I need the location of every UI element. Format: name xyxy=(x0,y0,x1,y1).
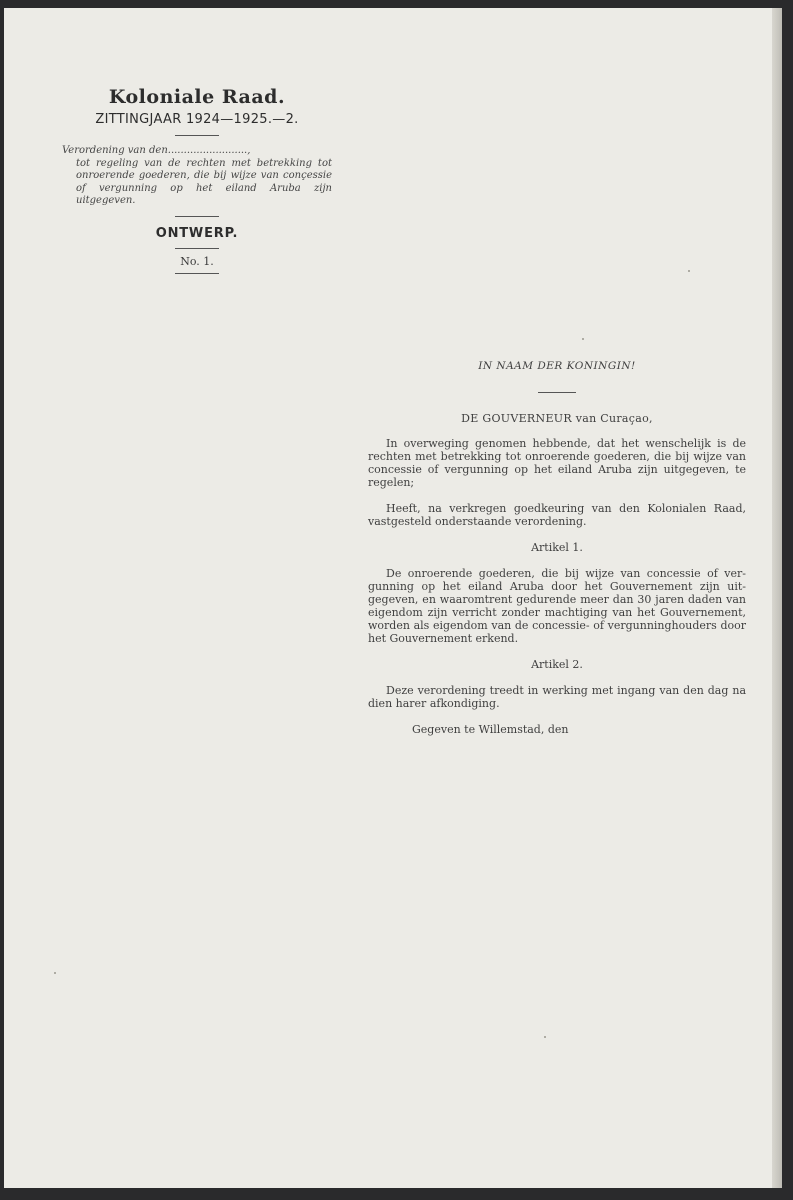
paper-speck xyxy=(688,270,690,272)
signature-line: Gegeven te Willemstad, den xyxy=(412,723,569,736)
document-page xyxy=(4,8,772,1188)
ordinance-title-first-line: Verordening van den........................., xyxy=(62,145,251,156)
article-2-text: Deze verordening treedt in werking met ingang van den dag na dien harer afkondiging. xyxy=(368,684,746,710)
divider xyxy=(175,273,219,274)
invocation: IN NAAM DER KONINGIN! xyxy=(478,360,636,372)
divider xyxy=(538,392,576,393)
draft-label: ONTWERP. xyxy=(155,225,239,241)
paper-speck xyxy=(582,338,584,340)
page-edge xyxy=(772,8,782,1188)
ordinance-title-rest: tot regeling van de rechten met betrekking tot onroerende goederen, die bij wijze van conçessie of vergunning op het eiland Aruba zijn uitgegeven. xyxy=(76,157,332,206)
divider xyxy=(175,135,219,136)
article-1-heading: Artikel 1. xyxy=(531,541,583,554)
ordinance-body xyxy=(368,360,746,736)
council-title: Koloniale Raad. xyxy=(108,86,286,108)
enactment-paragraph: Heeft, na verkregen goedkeuring van den Kolonialen Raad, vastgesteld onderstaande verordening. xyxy=(368,502,746,528)
governor-line: DE GOUVERNEUR van Curaçao, xyxy=(461,412,653,425)
divider xyxy=(175,216,219,217)
article-1-text: De onroerende goederen, die bij wijze van concessie of vergunning op het eiland Aruba door het Gouvernement zijn uitgegeven, en waaromtrent gedurende meer dan 30 jaren daden van eigendom zijn verricht zonder machtiging van het Gouvernement, worden als eigendom van de concessie- of vergunninghouders door het Gouvernement erkend. xyxy=(368,567,746,645)
session-year: ZITTINGJAAR 1924—1925.—2. xyxy=(95,112,299,127)
header-block xyxy=(62,86,332,283)
ordinance-title xyxy=(62,145,332,208)
document-number: No. 1. xyxy=(180,254,214,268)
paper-speck xyxy=(54,972,56,974)
scan-border xyxy=(782,8,793,1200)
paper-speck xyxy=(544,1036,546,1038)
considering-paragraph: In overweging genomen hebbende, dat het wenschelijk is de rechten met betrekking tot onroerende goederen, die bij wijze van concessie of vergunning op het eiland Aruba zijn uitgegeven, te regelen; xyxy=(368,437,746,489)
divider xyxy=(175,248,219,249)
article-2-heading: Artikel 2. xyxy=(531,658,583,671)
